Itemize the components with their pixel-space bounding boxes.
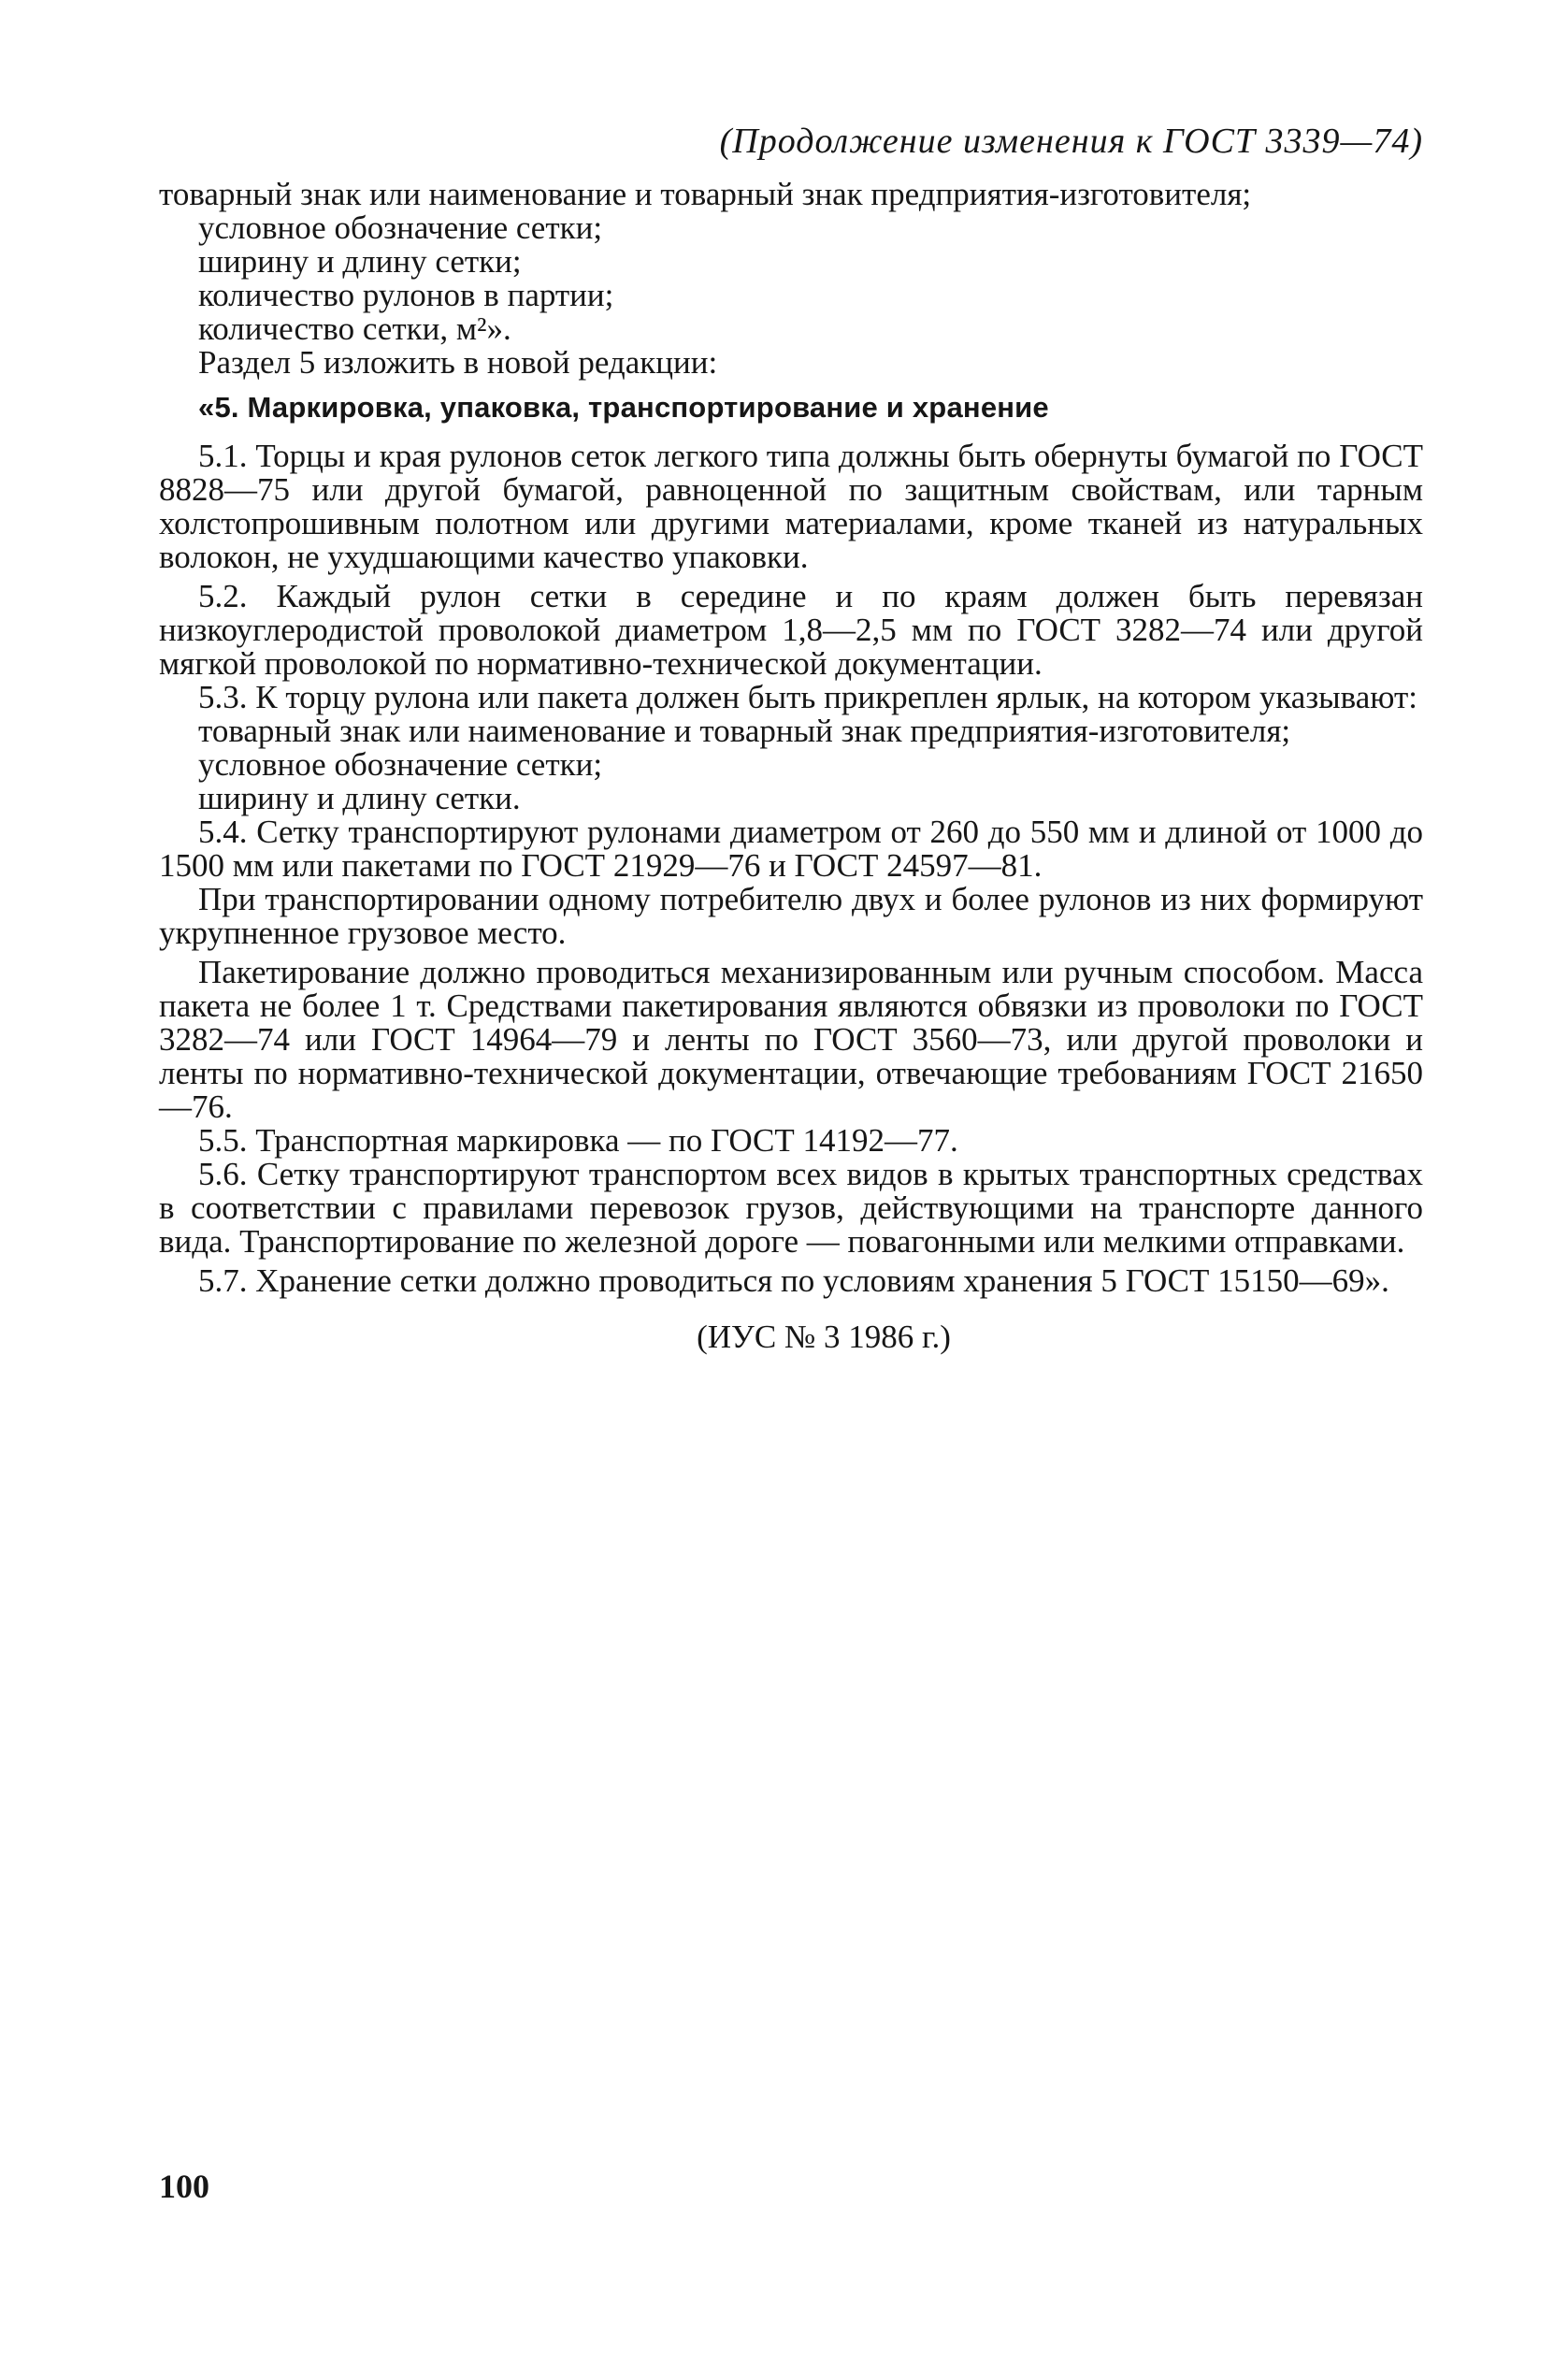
intro-line-section-note: Раздел 5 изложить в новой редакции: [198,344,718,381]
paragraph-5-4-grouping: При транспортировании одному потребителю двух и более рулонов из них формируют укрупненное грузовое место. [159,881,1423,951]
paragraph-5-2: 5.2. Каждый рулон сетки в середине и по краям должен быть перевязан низкоуглеродистой проволокой диаметром 1,8—2,5 мм по ГОСТ 3282—74 или другой мягкой проволокой по нормативно-технической документации. [159,578,1423,682]
paragraph-5-1: 5.1. Торцы и края рулонов сеток легкого типа должны быть обернуты бумагой по ГОСТ 8828—75 или другой бумагой, равноценной по защитным свойствам, или тарным холстопрошивным полотном или другими материалами, кроме тканей из натуральных волокон, не ухудшающими качество упаковки. [159,438,1423,575]
document-body [159,178,1423,1356]
paragraph-5-3: 5.3. К торцу рулона или пакета должен быть прикреплен ярлык, на котором указывают: [198,679,1417,715]
intro-line-size: ширину и длину сетки; [198,243,522,280]
intro-line-manufacturer: товарный знак или наименование и товарный знак предприятия-изготовителя; [159,176,1252,212]
paragraph-5-6: 5.6. Сетку транспортируют транспортом всех видов в крытых транспортных средствах в соответствии с правилами перевозок грузов, действующими на транспорте данного вида. Транспортирование по железной дороге — повагонными или мелкими отправками. [159,1156,1423,1260]
section-heading: «5. Маркировка, упаковка, транспортирование и хранение [198,391,1049,424]
paragraph-5-3-size: ширину и длину сетки. [198,780,521,816]
paragraph-5-3-manufacturer: товарный знак или наименование и товарный знак предприятия-изготовителя; [198,713,1291,749]
paragraph-5-4: 5.4. Сетку транспортируют рулонами диаметром от 260 до 550 мм и длиной от 1000 до 1500 мм или пакетами по ГОСТ 21929—76 и ГОСТ 24597—81. [159,814,1423,884]
page-number: 100 [159,2168,209,2205]
paragraph-5-5: 5.5. Транспортная маркировка — по ГОСТ 14192—77. [198,1122,958,1159]
page-header: (Продолжение изменения к ГОСТ 3339—74) [719,122,1423,161]
source-reference: (ИУС № 3 1986 г.) [697,1319,951,1355]
paragraph-5-4-packaging: Пакетирование должно проводиться механизированным или ручным способом. Масса пакета не более 1 т. Средствами пакетирования являются обвязки из проволоки по ГОСТ 3282—74 или ГОСТ 14964—79 и ленты по ГОСТ 3560—73, или другой проволоки и ленты по нормативно-технической документации, отвечающие требованиям ГОСТ 21650—76. [159,954,1423,1125]
intro-line-roll-count: количество рулонов в партии; [198,277,614,313]
intro-line-quantity: количество сетки, м²». [198,310,511,347]
paragraph-5-7: 5.7. Хранение сетки должно проводиться по условиям хранения 5 ГОСТ 15150—69». [198,1262,1389,1299]
paragraph-5-3-designation: условное обозначение сетки; [198,746,603,783]
intro-line-designation: условное обозначение сетки; [198,209,603,246]
